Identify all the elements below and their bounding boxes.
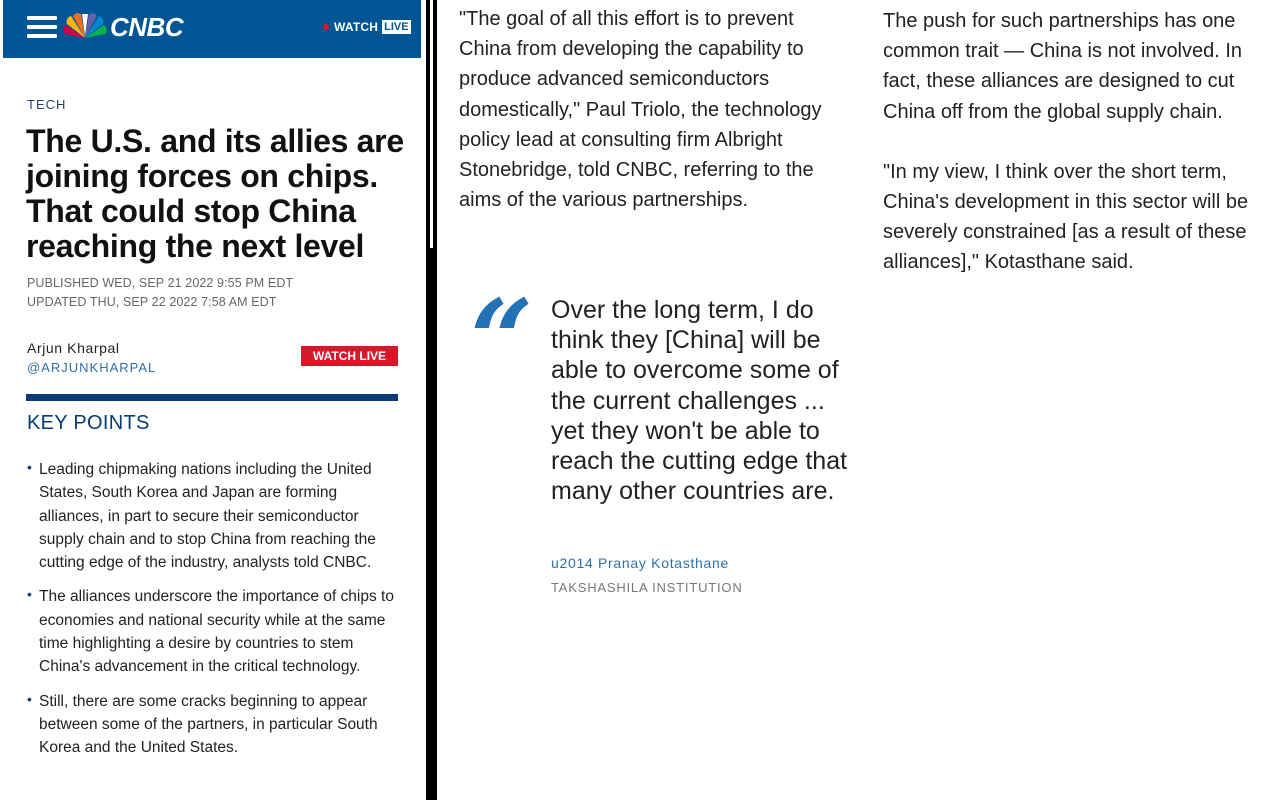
key-point-text: Still, there are some cracks beginning to appear between some of the partners, in particular South Korea and the United States. — [39, 692, 378, 757]
bullet-icon: • — [27, 586, 32, 603]
article-headline: The U.S. and its allies are joining forces on chips. That could stop China reaching the next level — [26, 123, 404, 264]
peacock-logo-icon[interactable] — [63, 10, 107, 40]
menu-icon[interactable] — [27, 16, 57, 38]
top-nav-bar — [3, 0, 421, 58]
bullet-icon: • — [27, 459, 32, 475]
key-points-rule — [26, 394, 398, 401]
article-paragraph: "The goal of all this effort is to prevent China from developing the capability to produce advanced semiconductors domestically," Paul Triolo, the technology policy lead at consulting firm Albright Stonebridge, told CNBC, referring to the aims of the various partnerships. — [459, 8, 822, 212]
updated-date: UPDATED THU, SEP 22 2022 7:58 AM EDT — [27, 295, 277, 309]
watch-live-link[interactable] — [323, 18, 411, 36]
key-points-title: KEY POINTS — [27, 412, 150, 434]
key-point-text: The alliances underscore the importance of chips to economies and national security while at the same time highlighting a desire by countries to stem China's advancement in the critical technology. — [39, 588, 394, 676]
pullquote-text: Over the long term, I do think they [China] will be able to overcome some of the current challenges ... yet they won't be able to reach the cutting edge that many other countries are. — [551, 296, 848, 506]
article-paragraph: "In my view, I think over the short term, China's development in this sector will be severely constrained [as a result of these alliances]," Kotasthane said. — [883, 160, 1249, 274]
panel-divider-highlight — [430, 0, 433, 248]
quote-mark-icon: “ — [470, 275, 534, 404]
watch-label: WATCH — [334, 20, 379, 34]
live-dot-icon — [323, 24, 329, 30]
key-point-item — [26, 585, 401, 678]
author-handle[interactable]: @ARJUNKHARPAL — [27, 360, 157, 375]
live-badge: LIVE — [384, 21, 409, 33]
key-point-text: Leading chipmaking nations including the United States, South Korea and Japan are forming alliances, in part to secure their semiconductor supply chain and to stop China from reaching the cutting edge of the industry, analysts told CNBC. — [39, 461, 376, 572]
key-point-item — [26, 458, 401, 574]
watch-live-button[interactable]: WATCH LIVE — [301, 346, 398, 366]
bullet-icon: • — [27, 690, 32, 707]
key-point-item — [26, 690, 401, 760]
article-panel — [0, 0, 424, 800]
article-paragraph: The push for such partnerships has one common trait — China is not involved. In fact, these alliances are designed to cut China off from the global supply chain. — [883, 10, 1243, 123]
section-label[interactable]: TECH — [27, 97, 67, 112]
pullquote-author[interactable]: u2014 Pranay Kotasthane — [551, 555, 730, 571]
published-date: PUBLISHED WED, SEP 21 2022 9:55 PM EDT — [27, 276, 294, 290]
brand-logo-text[interactable]: CNBC — [110, 12, 184, 42]
pullquote-org: TAKSHASHILA INSTITUTION — [551, 580, 743, 595]
key-points-list — [26, 458, 401, 771]
article-continuation — [883, 6, 1263, 308]
author-name[interactable]: Arjun Kharpal — [27, 340, 120, 356]
